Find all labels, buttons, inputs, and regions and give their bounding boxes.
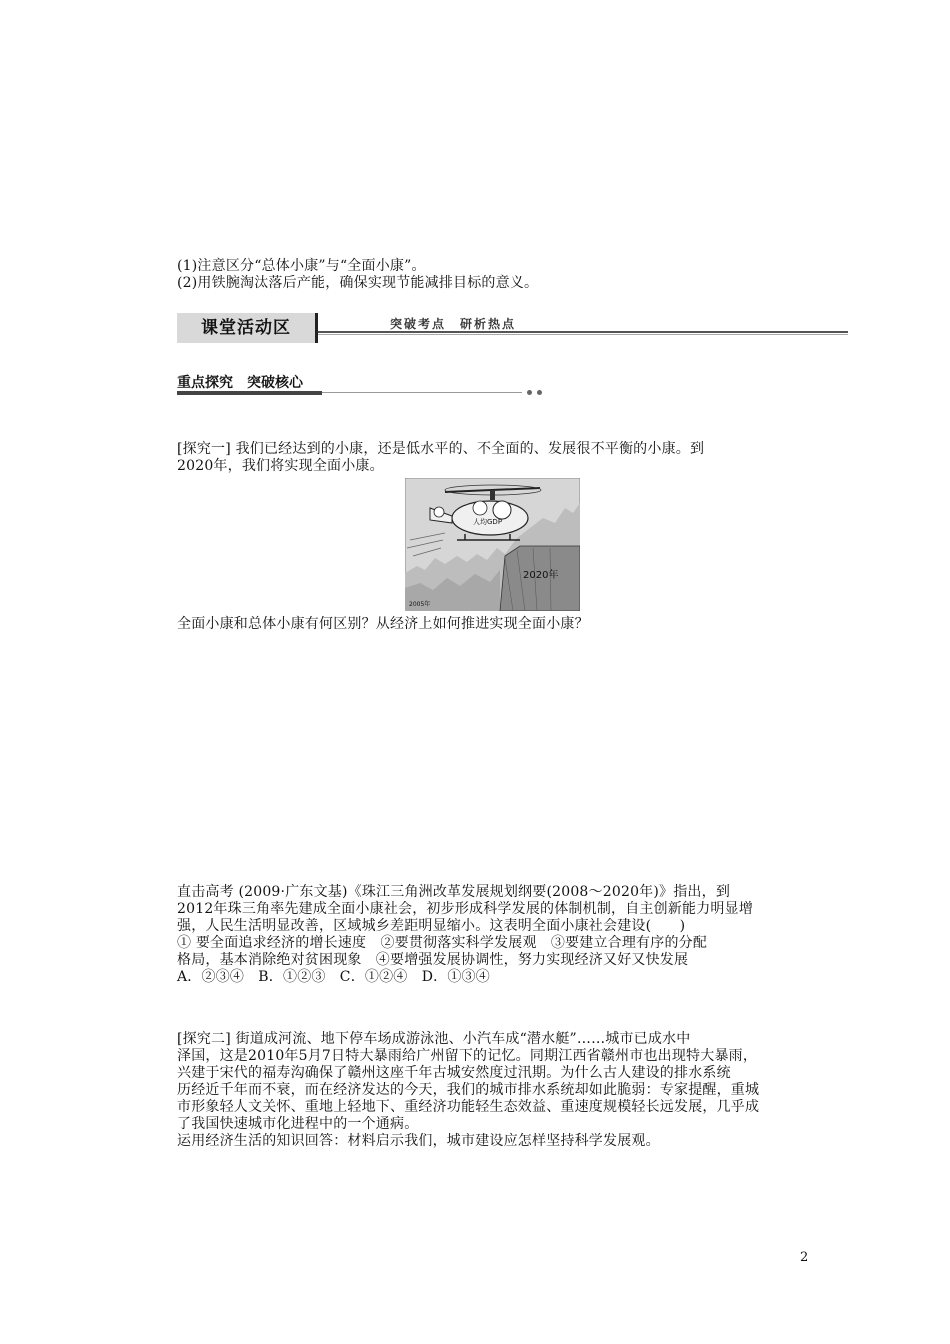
inquiry2-line-1: [探究二] 街道成河流、地下停车场成游泳池、小汽车成“潜水艇”……城市已成水中 xyxy=(177,1031,691,1047)
inquiry2-line-3: 兴建于宋代的福寿沟确保了赣州这座千年古城安然度过汛期。为什么古人建设的排水系统 xyxy=(177,1065,731,1081)
exam-line-3: 强，人民生活明显改善，区域城乡差距明显缩小。这表明全面小康社会建设( ) xyxy=(177,918,686,934)
year-2020-label: 2020年 xyxy=(523,570,559,581)
inquiry2-line-4: 历经近千年而不衰，而在经济发达的今天，我们的城市排水系统却如此脆弱：专家提醒，重城 xyxy=(177,1082,760,1098)
inquiry1-question: 全面小康和总体小康有何区别？从经济上如何推进实现全面小康？ xyxy=(177,616,589,632)
note-2: (2)用铁腕淘汰落后产能，确保实现节能减排目标的意义。 xyxy=(177,275,539,291)
dot-icon xyxy=(537,390,542,395)
inquiry2-line-5: 市形象轻人文关怀、重地上轻地下、重经济功能轻生态效益、重速度规模轻长远发展，几乎成 xyxy=(177,1099,760,1115)
page-number: 2 xyxy=(800,1250,809,1265)
inquiry1-line-2: 2020年，我们将实现全面小康。 xyxy=(177,458,384,474)
exam-option-line-2: 格局，基本消除绝对贫困现象 ④要增强发展协调性，努力实现经济又好又快发展 xyxy=(177,952,689,968)
note-1: (1)注意区分“总体小康”与“全面小康”。 xyxy=(177,258,426,274)
helicopter-cartoon xyxy=(405,478,580,611)
inquiry1-line-1: [探究一] 我们已经达到的小康，还是低水平的、不全面的、发展很不平衡的小康。到 xyxy=(177,441,705,457)
section-rule xyxy=(177,391,322,395)
inquiry2-line-6: 了我国快速城市化进程中的一个通病。 xyxy=(177,1116,419,1132)
section-title: 重点探究 突破核心 xyxy=(177,375,303,391)
inquiry2-question: 运用经济生活的知识回答：材料启示我们，城市建设应怎样坚持科学发展观。 xyxy=(177,1133,660,1149)
exam-answers: A．②③④ B．①②③ C．①②④ D．①③④ xyxy=(177,969,490,985)
dot-icon xyxy=(527,390,532,395)
year-2005-label: 2005年 xyxy=(409,601,431,608)
banner-rule-thin xyxy=(318,334,848,335)
section-rule-thin xyxy=(322,392,522,393)
exam-option-line-1: ① 要全面追求经济的增长速度 ②要贯彻落实科学发展观 ③要建立合理有序的分配 xyxy=(177,935,708,951)
banner-title: 课堂活动区 xyxy=(177,313,318,343)
banner-subtitle: 突破考点 研析热点 xyxy=(390,317,517,331)
inquiry2-line-2: 泽国，这是2010年5月7日特大暴雨给广州留下的记忆。同期江西省赣州市也出现特大暴雨， xyxy=(177,1048,758,1064)
exam-line-2: 2012年珠三角率先建成全面小康社会，初步形成科学发展的体制机制，自主创新能力明显增 xyxy=(177,901,754,917)
exam-line-1: 直击高考 (2009·广东文基)《珠江三角洲改革发展规划纲要(2008～2020年)》指出，到 xyxy=(177,884,731,900)
gdp-label: 人均GDP xyxy=(473,518,503,526)
